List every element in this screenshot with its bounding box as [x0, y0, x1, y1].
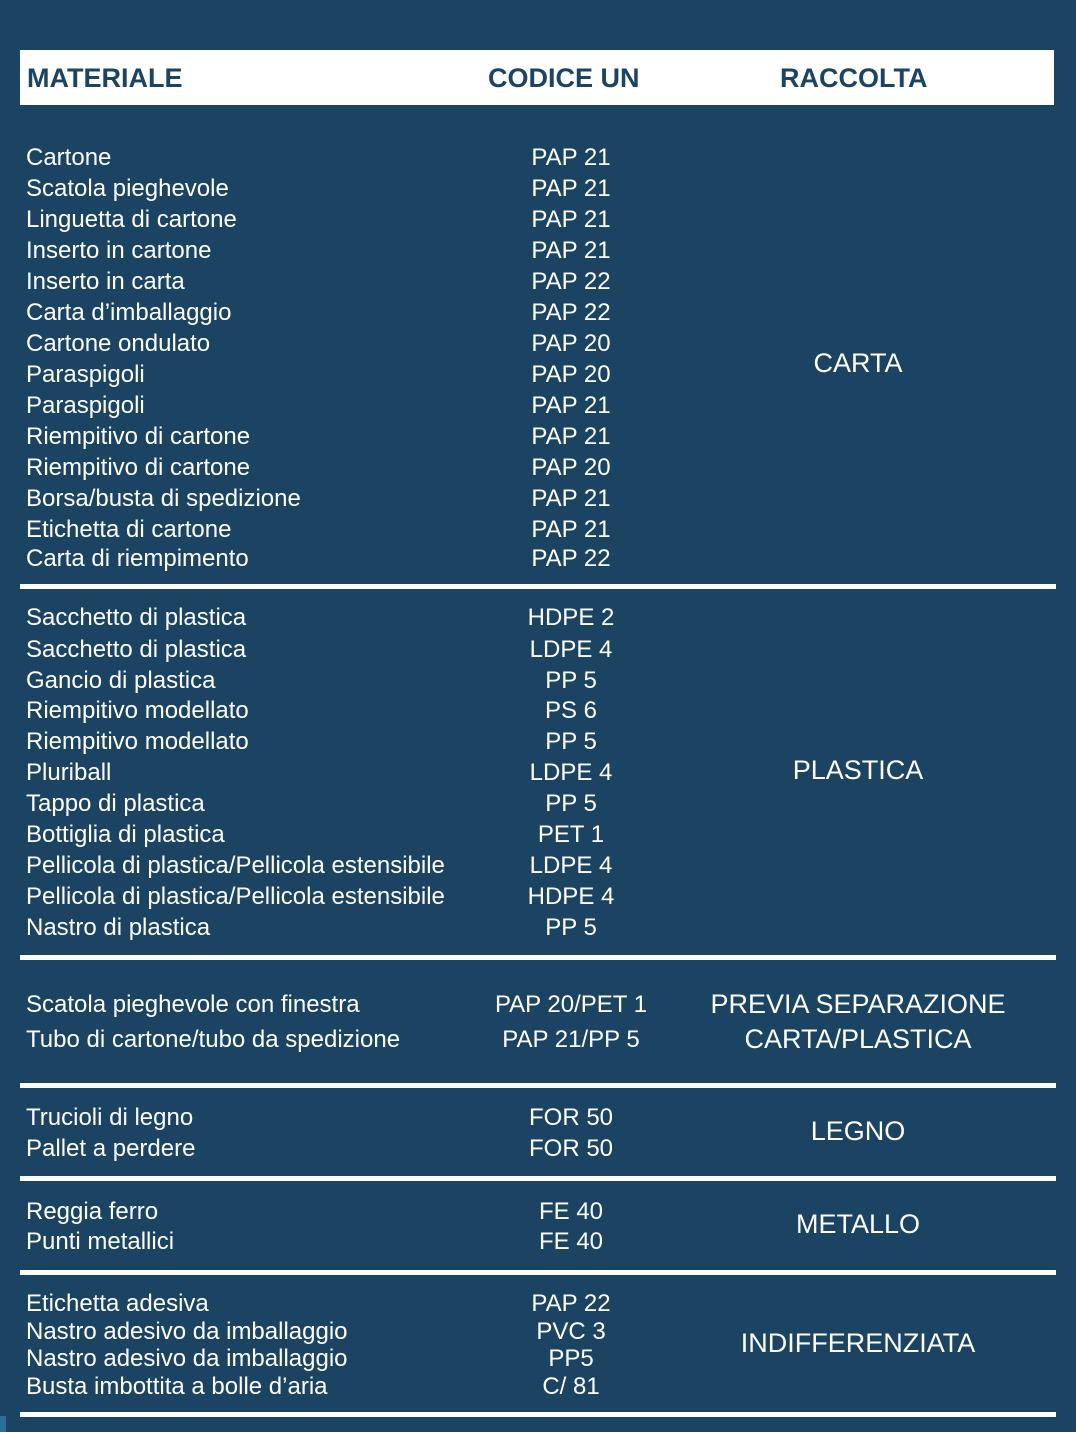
row-codice: PAP 21/PP 5 — [502, 1026, 640, 1053]
row-materiale: Punti metallici — [26, 1228, 175, 1255]
table-row — [0, 421, 1076, 452]
table-row — [0, 204, 1076, 235]
row-codice: HDPE 2 — [527, 604, 615, 631]
table-row — [0, 819, 1076, 850]
row-codice: PAP 21 — [531, 423, 611, 450]
row-codice: LDPE 4 — [529, 636, 613, 663]
row-materiale: Inserto in cartone — [26, 237, 212, 264]
table-row — [0, 850, 1076, 881]
row-materiale: Riempitivo di cartone — [26, 423, 251, 450]
group-label-separazione-line1: PREVIA SEPARAZIONE — [710, 989, 1006, 1019]
group-label-indifferenziata: INDIFFERENZIATA — [740, 1328, 976, 1358]
table-row — [0, 1371, 1076, 1402]
row-codice: HDPE 4 — [527, 883, 615, 910]
row-codice: PAP 22 — [531, 268, 611, 295]
row-materiale: Cartone ondulato — [26, 330, 211, 357]
row-materiale: Carta d’imballaggio — [26, 299, 232, 326]
row-materiale: Linguetta di cartone — [26, 206, 237, 233]
table-row — [0, 1288, 1076, 1319]
row-materiale: Nastro adesivo da imballaggio — [26, 1345, 348, 1372]
table-row — [0, 602, 1076, 633]
row-materiale: Reggia ferro — [26, 1198, 159, 1225]
row-codice: PAP 21 — [531, 392, 611, 419]
table-row — [0, 514, 1076, 545]
table-row — [0, 173, 1076, 204]
group-label-legno: LEGNO — [810, 1116, 906, 1146]
table-row — [0, 543, 1076, 574]
row-codice: PAP 21 — [531, 144, 611, 171]
row-materiale: Etichetta adesiva — [26, 1290, 209, 1317]
row-codice: PP5 — [548, 1345, 594, 1372]
row-codice: FE 40 — [538, 1198, 604, 1225]
table-row — [0, 483, 1076, 514]
section-divider — [20, 1270, 1056, 1275]
row-materiale: Riempitivo modellato — [26, 728, 249, 755]
row-materiale: Sacchetto di plastica — [26, 636, 247, 663]
row-codice: PAP 21 — [531, 175, 611, 202]
row-codice: PET 1 — [537, 821, 605, 848]
row-codice: PS 6 — [544, 697, 598, 724]
table-row — [0, 297, 1076, 328]
table-row — [0, 142, 1076, 173]
row-materiale: Riempitivo di cartone — [26, 454, 251, 481]
row-codice: PAP 22 — [531, 299, 611, 326]
group-label-plastica: PLASTICA — [792, 755, 924, 785]
row-materiale: Borsa/busta di spedizione — [26, 485, 301, 512]
row-codice: C/ 81 — [542, 1373, 600, 1400]
row-codice: PAP 21 — [531, 516, 611, 543]
table-row — [0, 665, 1076, 696]
row-materiale: Carta di riempimento — [26, 545, 249, 572]
row-codice: FOR 50 — [528, 1135, 614, 1162]
row-codice: PAP 22 — [531, 545, 611, 572]
row-codice: PAP 21 — [531, 485, 611, 512]
row-codice: PAP 20 — [531, 454, 611, 481]
row-codice: PAP 21 — [531, 237, 611, 264]
row-materiale: Bottiglia di plastica — [26, 821, 225, 848]
table-row — [0, 452, 1076, 483]
header-codice-un: CODICE UN — [488, 63, 640, 93]
section-divider — [20, 1412, 1056, 1417]
group-label-carta: CARTA — [813, 348, 903, 378]
row-codice: PAP 20 — [531, 361, 611, 388]
row-materiale: Etichetta di cartone — [26, 516, 232, 543]
section-divider — [20, 955, 1056, 960]
row-materiale: Cartone — [26, 144, 112, 171]
row-materiale: Busta imbottita a bolle d’aria — [26, 1373, 328, 1400]
row-materiale: Tappo di plastica — [26, 790, 205, 817]
row-materiale: Sacchetto di plastica — [26, 604, 247, 631]
row-codice: PAP 22 — [531, 1290, 611, 1317]
row-codice: PVC 3 — [536, 1318, 606, 1345]
row-codice: FOR 50 — [528, 1104, 614, 1131]
table-row — [0, 912, 1076, 943]
section-divider — [20, 1176, 1056, 1181]
table-row — [0, 695, 1076, 726]
row-codice: PAP 21 — [531, 206, 611, 233]
row-materiale: Tubo di cartone/tubo da spedizione — [26, 1026, 401, 1053]
row-materiale: Paraspigoli — [26, 361, 145, 388]
table-header — [20, 50, 1054, 105]
row-materiale: Scatola pieghevole con finestra — [26, 991, 360, 1018]
group-label-metallo: METALLO — [795, 1209, 921, 1239]
row-codice: PAP 20/PET 1 — [494, 991, 648, 1018]
table-row — [0, 881, 1076, 912]
section-divider — [20, 1083, 1056, 1088]
row-codice: LDPE 4 — [529, 759, 613, 786]
row-codice: PP 5 — [545, 790, 597, 817]
row-materiale: Gancio di plastica — [26, 667, 216, 694]
table-row — [0, 788, 1076, 819]
row-materiale: Riempitivo modellato — [26, 697, 249, 724]
header-raccolta: RACCOLTA — [780, 63, 928, 93]
row-codice: FE 40 — [538, 1228, 604, 1255]
row-codice: PAP 20 — [531, 330, 611, 357]
row-materiale: Paraspigoli — [26, 392, 145, 419]
row-materiale: Pellicola di plastica/Pellicola estensibile — [26, 883, 445, 910]
row-materiale: Pallet a perdere — [26, 1135, 196, 1162]
row-codice: PP 5 — [545, 667, 597, 694]
row-materiale: Inserto in carta — [26, 268, 185, 295]
row-materiale: Trucioli di legno — [26, 1104, 194, 1131]
corner-accent — [0, 1416, 6, 1432]
section-divider — [20, 584, 1056, 589]
header-materiale: MATERIALE — [27, 63, 183, 93]
row-materiale: Scatola pieghevole — [26, 175, 229, 202]
row-codice: PP 5 — [545, 914, 597, 941]
table-row — [0, 235, 1076, 266]
row-codice: LDPE 4 — [529, 852, 613, 879]
table-row — [0, 390, 1076, 421]
row-materiale: Pellicola di plastica/Pellicola estensibile — [26, 852, 445, 879]
row-materiale: Pluriball — [26, 759, 112, 786]
table-row — [0, 634, 1076, 665]
row-codice: PP 5 — [545, 728, 597, 755]
table-row — [0, 266, 1076, 297]
row-materiale: Nastro di plastica — [26, 914, 211, 941]
row-materiale: Nastro adesivo da imballaggio — [26, 1318, 348, 1345]
group-label-separazione-line2: CARTA/PLASTICA — [744, 1024, 972, 1054]
